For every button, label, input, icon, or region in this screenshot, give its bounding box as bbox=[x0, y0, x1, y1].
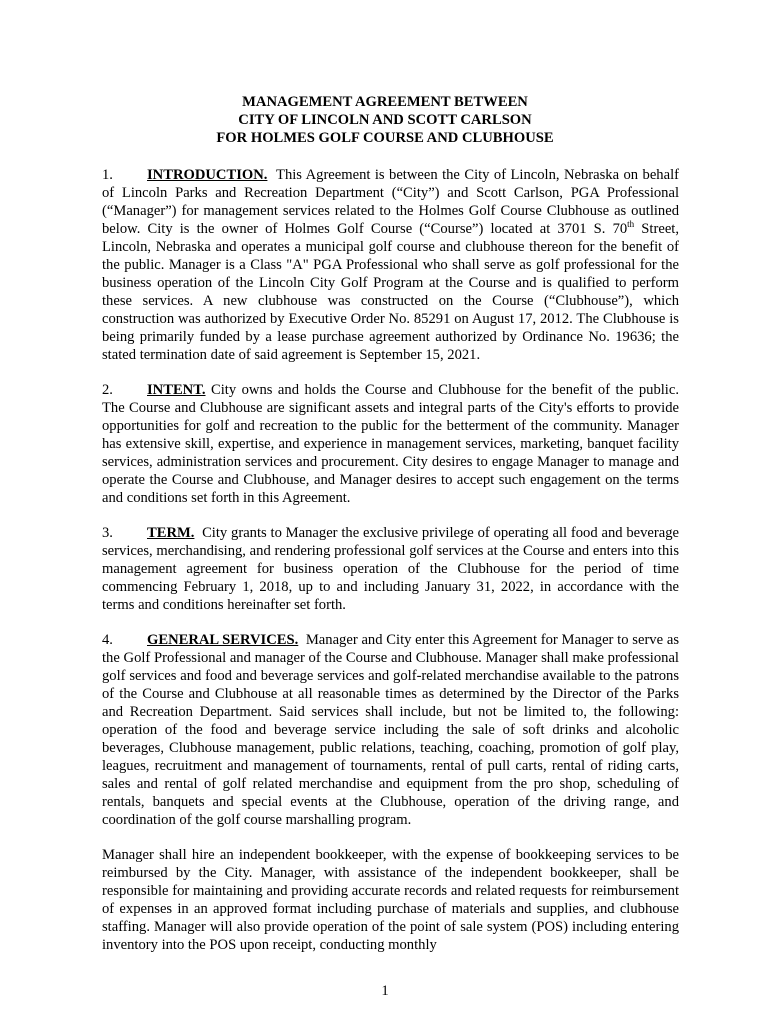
document-body bbox=[102, 166, 679, 971]
section-heading: INTENT. bbox=[147, 382, 206, 398]
ordinal-suffix: th bbox=[627, 219, 635, 230]
title-line-2: CITY OF LINCOLN AND SCOTT CARLSON bbox=[238, 111, 532, 128]
section-number: 2. bbox=[102, 382, 113, 398]
section-text: Manager and City enter this Agreement for Manager to serve as the Golf Professional and manager of the Course and Clubhouse. Manager shall make professional golf services and food and beverage services and golf-related merchandise available to the patrons of the Course and Clubhouse at all reasonable times as determined by the Director of the Parks and Recreation Department. Said services shall include, but not be limited to, the following: operation of the food and beverage service including the sale of soft drinks and alcoholic beverages, Clubhouse management, public relations, teaching, coaching, promotion of golf play, leagues, recruitment and management of tournaments, rental of pull carts, rental of riding carts, sales and rental of golf related merchandise and equipment from the pro shop, scheduling of rentals, banquets and special events at the Clubhouse, operation of the driving range, and coordination of the golf course marshalling program. bbox=[102, 632, 680, 828]
section-text: City owns and holds the Course and Clubhouse for the benefit of the public. The Course and Clubhouse are significant assets and integral parts of the City's efforts to provide opportunities for golf and recreation to the public for the betterment of the community. Manager has extensive skill, expertise, and experience in management services, marketing, banquet facility services, administration services and procurement. City desires to engage Manager to manage and operate the Course and Clubhouse, and Manager desires to accept such engagement on the terms and conditions set forth in this Agreement. bbox=[102, 382, 679, 506]
title-line-1: MANAGEMENT AGREEMENT BETWEEN bbox=[242, 94, 528, 110]
section-heading: GENERAL SERVICES. bbox=[147, 632, 299, 648]
section-heading: TERM. bbox=[147, 525, 195, 541]
section-number: 1. bbox=[102, 167, 113, 183]
paragraph-bookkeeper: Manager shall hire an independent bookkeeper, with the expense of bookkeeping services to be reimbursed by the City. Manager, with assistance of the independent bookkeeper, shall be responsible for maintaining and providing accurate records and related requests for reimbursement of expenses in an approved format including purchase of materials and supplies, and clubhouse staffing. Manager will also provide operation of the point of sale system (POS) including entering inventory into the POS upon receipt, conducting monthly bbox=[102, 847, 679, 953]
section-text-continued: Street, Lincoln, Nebraska and operates a municipal golf course and clubhouse thereon for the benefit of the public. Manager is a Class "A" PGA Professional who shall serve as golf professional for the business operation of the Lincoln City Golf Program at the Course and is qualified to perform these services. A new clubhouse was constructed on the Course (“Clubhouse”), which construction was authorized by Executive Order No. 85291 on August 17, 2012. The Clubhouse is being primarily funded by a lease purchase agreement authorized by Ordinance No. 19636; the stated termination date of said agreement is September 15, 2021. bbox=[102, 221, 680, 363]
page-number: 1 bbox=[381, 983, 389, 999]
title-line-3: FOR HOLMES GOLF COURSE AND CLUBHOUSE bbox=[216, 129, 554, 146]
section-text: City grants to Manager the exclusive privilege of operating all food and beverage services, merchandising, and rendering professional golf services at the Course and enters into this management agreement for business operation of the Clubhouse for the period of time commencing February 1, 2018, up to and including January 31, 2022, in accordance with the terms and conditions hereinafter set forth. bbox=[102, 525, 680, 613]
section-term bbox=[102, 524, 679, 614]
section-number: 4. bbox=[102, 632, 113, 648]
section-general-services bbox=[102, 631, 679, 829]
section-introduction bbox=[102, 166, 679, 364]
section-text: This Agreement is between the City of Lincoln, Nebraska on behalf of Lincoln Parks and Recreation Department (“City”) and Scott Carlson, PGA Professional (“Manager”) for management services related to the Holmes Golf Course Clubhouse as outlined below. City is the owner of Holmes Golf Course (“Course”) located at 3701 S. 70 bbox=[102, 167, 679, 237]
section-number: 3. bbox=[102, 525, 113, 541]
section-heading: INTRODUCTION. bbox=[147, 167, 268, 183]
section-intent bbox=[102, 381, 679, 507]
document-title bbox=[0, 94, 770, 147]
